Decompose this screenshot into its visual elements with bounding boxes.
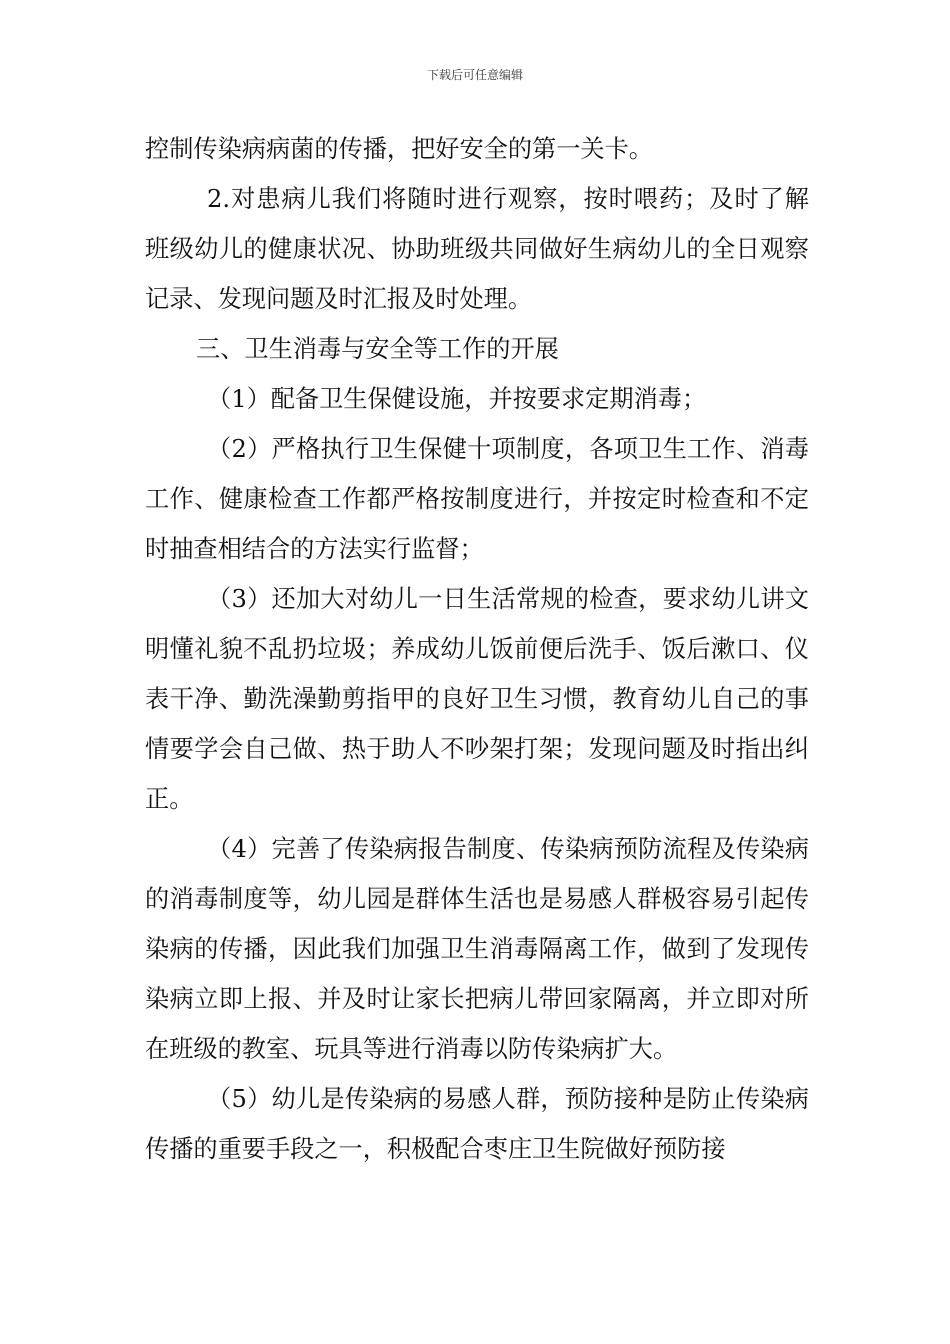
paragraph-item-2: 2.对患病儿我们将随时进行观察，按时喂药；及时了解班级幼儿的健康状况、协助班级共同做好生病幼儿的全日观察记录、发现问题及时汇报及时处理。 — [145, 185, 809, 313]
section-heading-3: 三、卫生消毒与安全等工作的开展 — [196, 335, 559, 363]
paragraph-continuation: 控制传染病病菌的传播，把好安全的第一关卡。 — [145, 135, 653, 163]
document-body — [145, 124, 809, 1174]
paragraph-item-4: （4）完善了传染病报告制度、传染病预防流程及传染病的消毒制度等，幼儿园是群体生活也是易感人群极容易引起传染病的传播，因此我们加强卫生消毒隔离工作，做到了发现传染病立即上报、并及时让家长把病儿带回家隔离，并立即对所在班级的教室、玩具等进行消毒以防传染病扩大。 — [145, 835, 809, 1063]
paragraph-item-2-rules: （2）严格执行卫生保健十项制度，各项卫生工作、消毒工作、健康检查工作都严格按制度进行，并按定时检查和不定时抽查相结合的方法实行监督； — [145, 435, 809, 563]
paragraph-item-5: （5）幼儿是传染病的易感人群，预防接种是防止传染病传播的重要手段之一，积极配合枣庄卫生院做好预防接 — [145, 1085, 809, 1163]
paragraph-item-3: （3）还加大对幼儿一日生活常规的检查，要求幼儿讲文明懂礼貌不乱扔垃圾；养成幼儿饭前便后洗手、饭后漱口、仪表干净、勤洗澡勤剪指甲的良好卫生习惯，教育幼儿自己的事情要学会自己做、热于助人不吵架打架；发现问题及时指出纠正。 — [145, 585, 809, 813]
page-header: 下载后可任意编辑 — [426, 68, 523, 82]
paragraph-item-1: （1）配备卫生保健设施，并按要求定期消毒； — [207, 385, 707, 413]
